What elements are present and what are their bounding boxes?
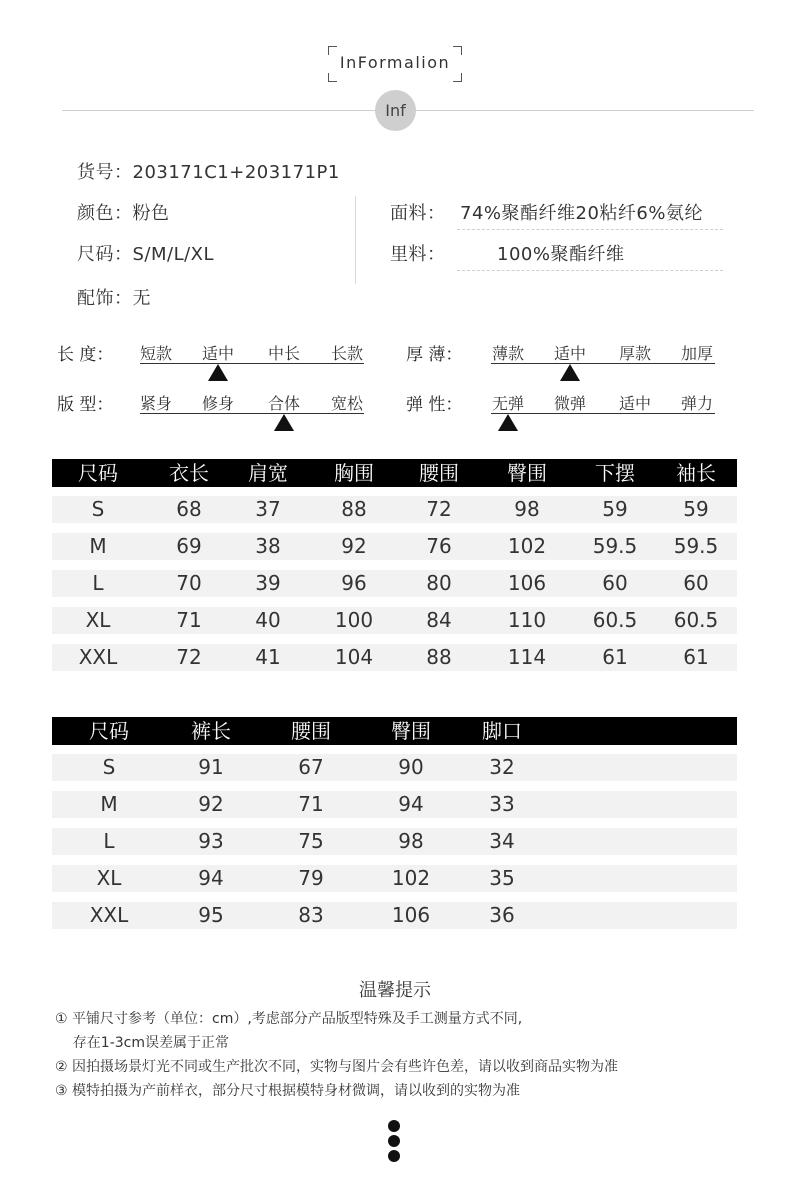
table-cell: 35 [489,866,515,890]
decorative-dot [388,1135,400,1147]
table-cell: 72 [176,645,202,669]
table-cell: 114 [507,645,547,669]
table-cell: 34 [489,829,515,853]
table-cell: 38 [255,534,281,558]
table-cell: M [89,534,107,558]
table-cell: 32 [489,755,515,779]
table-row [52,570,737,597]
table-cell: 96 [341,571,367,595]
thickness-selected-marker [560,364,580,381]
table-cell: 70 [176,571,202,595]
column-header: 脚口 [482,719,522,743]
table-cell: 68 [176,497,202,521]
table-row [52,791,737,818]
column-header: 尺码 [89,719,129,743]
color-label: 颜色： [77,203,133,224]
tip-line: ③ 模特拍摄为产前样衣，部分尺寸根据模特身材微调，请以收到的实物为准 [55,1083,520,1099]
thickness-label: 厚 薄： [406,345,463,365]
table-row [52,828,737,855]
table-cell: 60.5 [673,608,719,632]
color-row [77,199,170,225]
column-header: 臀围 [507,461,547,485]
top-table-header [52,459,737,487]
corner-bracket [328,73,337,82]
sku-value: 203171C1+203171P1 [132,162,340,183]
table-cell: 37 [255,497,281,521]
tip-line: 存在1-3cm误差属于正常 [55,1035,230,1051]
length-option: 中长 [268,344,301,363]
column-header: 腰围 [291,719,331,743]
table-cell: 95 [198,903,224,927]
table-cell: 106 [507,571,547,595]
table-row [52,533,737,560]
fit-option: 合体 [268,394,301,413]
lining-label: 里料： [390,244,446,265]
accessory-value: 无 [132,288,151,309]
table-cell: 33 [489,792,515,816]
elasticity-selected-marker [498,414,518,431]
length-selected-marker [208,364,228,381]
table-cell: 67 [298,755,324,779]
table-cell: 94 [398,792,424,816]
decorative-dot [388,1120,400,1132]
table-cell: S [102,755,116,779]
corner-bracket [453,73,462,82]
table-row [52,496,737,523]
table-cell: 104 [334,645,374,669]
length-option: 适中 [202,344,235,363]
table-cell: XXL [89,903,129,927]
table-row [52,865,737,892]
table-cell: 60.5 [592,608,638,632]
table-cell: L [92,571,104,595]
table-cell: 75 [298,829,324,853]
elasticity-option: 适中 [619,394,652,413]
table-row [52,607,737,634]
table-cell: 71 [298,792,324,816]
tip-line: ② 因拍摄场景灯光不同或生产批次不同，实物与图片会有些许色差，请以收到商品实物为准 [55,1059,618,1075]
decorative-dot [388,1150,400,1162]
column-header: 尺码 [78,461,118,485]
elasticity-option: 弹力 [681,394,714,413]
thickness-option: 加厚 [681,344,714,363]
fit-option: 紧身 [140,394,173,413]
accessory-label: 配饰： [77,288,133,309]
sku-label: 货号： [77,162,133,183]
table-cell: 98 [398,829,424,853]
table-cell: 59.5 [592,534,638,558]
table-cell: 60 [602,571,628,595]
bottom-table-header [52,717,737,745]
table-cell: 41 [255,645,281,669]
length-option: 短款 [140,344,173,363]
column-header: 裤长 [191,719,231,743]
info-header-box [328,46,462,82]
thickness-option: 薄款 [492,344,525,363]
table-cell: 80 [426,571,452,595]
accessory-row [77,284,151,310]
lining-value: 100%聚酯纤维 [457,240,723,271]
table-cell: 59.5 [673,534,719,558]
table-cell: 72 [426,497,452,521]
tip-line: ① 平铺尺寸参考（单位：cm）,考虑部分产品版型特殊及手工测量方式不同, [55,1011,523,1027]
length-label: 长 度： [57,345,114,365]
table-cell: 100 [334,608,374,632]
table-cell: 40 [255,608,281,632]
elasticity-option: 微弹 [554,394,587,413]
fit-option: 修身 [202,394,235,413]
table-cell: 92 [341,534,367,558]
elasticity-label: 弹 性： [406,395,463,415]
table-cell: XL [85,608,111,632]
table-row [52,902,737,929]
table-cell: 83 [298,903,324,927]
column-header: 衣长 [169,461,209,485]
table-cell: 93 [198,829,224,853]
tips-title: 温馨提示 [359,980,431,1001]
info-divider [355,196,356,284]
table-cell: 102 [507,534,547,558]
length-option: 长款 [331,344,364,363]
column-header: 胸围 [334,461,374,485]
fit-label: 版 型： [57,395,114,415]
column-header: 腰围 [419,461,459,485]
page-title: InFormalion [339,53,451,72]
table-cell: 76 [426,534,452,558]
table-cell: 110 [507,608,547,632]
thickness-option: 适中 [554,344,587,363]
table-cell: 90 [398,755,424,779]
fabric-label: 面料： [390,203,446,224]
table-row [52,754,737,781]
fabric-value: 74%聚酯纤维20粘纤6%氨纶 [457,199,723,230]
table-cell: 84 [426,608,452,632]
color-value: 粉色 [132,203,170,224]
table-cell: 59 [602,497,628,521]
size-value: S/M/L/XL [132,244,215,265]
table-cell: XXL [78,645,118,669]
thickness-option: 厚款 [619,344,652,363]
column-header: 臀围 [391,719,431,743]
table-cell: 98 [514,497,540,521]
table-cell: 71 [176,608,202,632]
table-cell: 69 [176,534,202,558]
table-cell: 61 [602,645,628,669]
table-cell: 88 [341,497,367,521]
fit-selected-marker [274,414,294,431]
table-cell: 36 [489,903,515,927]
column-header: 肩宽 [248,461,288,485]
fit-option: 宽松 [331,394,364,413]
table-cell: 79 [298,866,324,890]
table-cell: 60 [683,571,709,595]
table-cell: 106 [391,903,431,927]
table-cell: S [91,497,105,521]
inf-badge: Inf [375,90,416,131]
sku-row [77,158,340,184]
table-cell: 61 [683,645,709,669]
table-cell: M [100,792,118,816]
column-header: 下摆 [595,461,635,485]
table-cell: 59 [683,497,709,521]
size-label: 尺码： [77,244,133,265]
table-cell: 92 [198,792,224,816]
table-cell: L [103,829,115,853]
table-cell: 88 [426,645,452,669]
table-cell: 94 [198,866,224,890]
table-cell: 39 [255,571,281,595]
elasticity-option: 无弹 [492,394,525,413]
table-row [52,644,737,671]
size-row [77,240,214,266]
table-cell: 91 [198,755,224,779]
table-cell: 102 [391,866,431,890]
column-header: 袖长 [676,461,716,485]
table-cell: XL [96,866,122,890]
